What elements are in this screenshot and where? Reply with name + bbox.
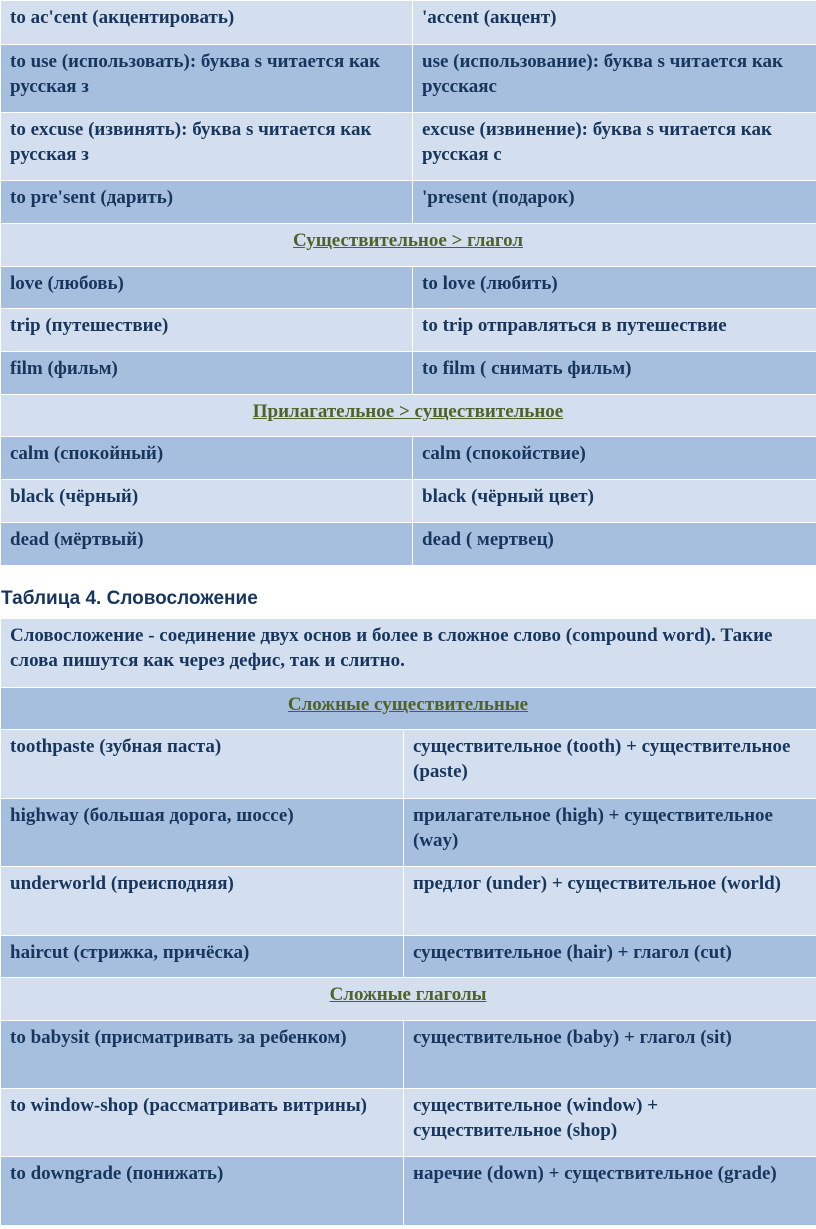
word-cell: to excuse (извинять): буква s читается как русская з: [1, 113, 413, 181]
compound-words-table: [0, 618, 816, 1226]
explanation-cell: существительное (tooth) + существительное (paste): [404, 730, 816, 799]
explanation-cell: to film ( снимать фильм): [413, 352, 816, 395]
word-cell: underworld (преисподняя): [1, 867, 404, 936]
explanation-cell: calm (спокойствие): [413, 437, 816, 480]
explanation-cell: существительное (window) + существительное (shop): [404, 1089, 816, 1157]
word-cell: love (любовь): [1, 267, 413, 309]
word-cell: to window-shop (рассматривать витрины): [1, 1089, 404, 1157]
table-row: [1, 523, 816, 566]
table-row: [1, 1021, 816, 1089]
table-row: [1, 181, 816, 224]
word-cell: film (фильм): [1, 352, 413, 395]
word-cell: toothpaste (зубная паста): [1, 730, 404, 799]
explanation-cell: 'present (подарок): [413, 181, 816, 224]
section-header-cell: [1, 224, 816, 267]
word-cell: calm (спокойный): [1, 437, 413, 480]
explanation-cell: существительное (baby) + глагол (sit): [404, 1021, 816, 1089]
word-conversion-table-body: [1, 1, 816, 566]
explanation-cell: существительное (hair) + глагол (cut): [404, 936, 816, 978]
word-cell: to pre'sent (дарить): [1, 181, 413, 224]
word-cell: to use (использовать): буква s читается как русская з: [1, 45, 413, 113]
section-header-cell: [1, 688, 816, 730]
explanation-cell: to trip отправляться в путешествие: [413, 309, 816, 352]
table-row: [1, 936, 816, 978]
word-cell: highway (большая дорога, шоссе): [1, 799, 404, 867]
word-cell: to ac'cent (акцентировать): [1, 1, 413, 45]
table-row: [1, 1157, 816, 1226]
table-row: [1, 1089, 816, 1157]
explanation-cell: excuse (извинение): буква s читается как русская с: [413, 113, 816, 181]
table-row: [1, 352, 816, 395]
section-header-cell: [1, 978, 816, 1021]
section-header-text: Сложные глаголы: [329, 984, 487, 1005]
explanation-cell: black (чёрный цвет): [413, 480, 816, 523]
table-row: [1, 867, 816, 936]
explanation-cell: 'accent (акцент): [413, 1, 816, 45]
table-row: [1, 730, 816, 799]
table-row: [1, 309, 816, 352]
explanation-cell: to love (любить): [413, 267, 816, 309]
compound-words-table-body: [1, 619, 816, 1226]
section-header-text: Сложные существительные: [287, 694, 529, 715]
explanation-cell: прилагательное (high) + существительное (way): [404, 799, 816, 867]
section-header-row: [1, 978, 816, 1021]
explanation-cell: наречие (down) + существительное (grade): [404, 1157, 816, 1226]
word-cell: haircut (стрижка, причёска): [1, 936, 404, 978]
table-row: [1, 799, 816, 867]
word-cell: to babysit (присматривать за ребенком): [1, 1021, 404, 1089]
table-row: [1, 267, 816, 309]
word-conversion-table: [0, 0, 816, 566]
table-row: [1, 45, 816, 113]
section-header-row: [1, 395, 816, 437]
section-header-row: [1, 688, 816, 730]
word-cell: black (чёрный): [1, 480, 413, 523]
section-header-text: Прилагательное > существительное: [252, 401, 564, 422]
explanation-cell: use (использование): буква s читается как русскаяс: [413, 45, 816, 113]
word-cell: trip (путешествие): [1, 309, 413, 352]
word-cell: dead (мёртвый): [1, 523, 413, 566]
table-row: [1, 480, 816, 523]
table-row: [1, 1, 816, 45]
section-header-text: Существительное > глагол: [293, 230, 523, 251]
table-row: [1, 437, 816, 480]
section-header-row: [1, 224, 816, 267]
explanation-cell: предлог (under) + существительное (world): [404, 867, 816, 936]
table-4-caption: Таблица 4. Словосложение: [1, 588, 258, 609]
explanation-cell: dead ( мертвец): [413, 523, 816, 566]
word-cell: to downgrade (понижать): [1, 1157, 404, 1226]
intro-cell: Словосложение - соединение двух основ и более в сложное слово (compound word). Такие слова пишутся как через дефис, так и слитно.: [1, 619, 816, 688]
section-header-cell: [1, 395, 816, 437]
intro-row: [1, 619, 816, 688]
table-row: [1, 113, 816, 181]
